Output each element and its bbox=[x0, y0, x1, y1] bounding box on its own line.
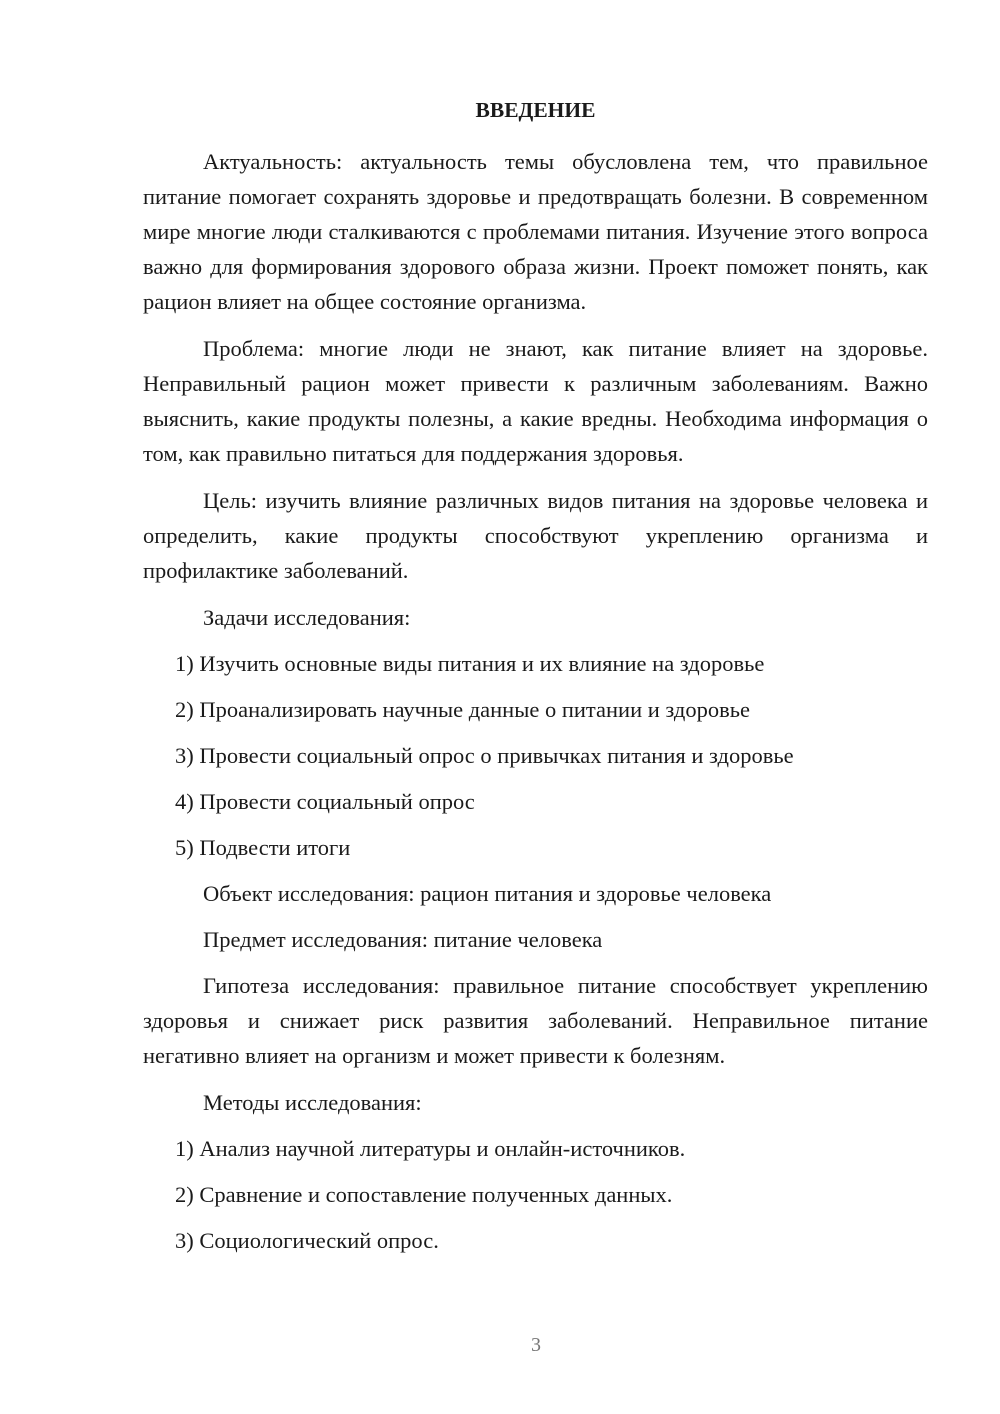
method-item: 1) Анализ научной литературы и онлайн-источников. bbox=[175, 1136, 686, 1161]
subject-line: Предмет исследования: питание человека bbox=[203, 927, 603, 952]
method-item: 2) Сравнение и сопоставление полученных данных. bbox=[175, 1182, 673, 1207]
object-line: Объект исследования: рацион питания и здоровье человека bbox=[203, 881, 772, 906]
task-item: 3) Провести социальный опрос о привычках питания и здоровье bbox=[175, 743, 794, 768]
hypothesis-paragraph: Гипотеза исследования: правильное питание способствует укреплению здоровья и снижает риск развития заболеваний. Неправильное питание негативно влияет на организм и может привести к болезням. bbox=[143, 973, 928, 1068]
methods-heading: Методы исследования: bbox=[203, 1090, 422, 1115]
tasks-heading: Задачи исследования: bbox=[203, 605, 411, 630]
goal-paragraph: Цель: изучить влияние различных видов питания на здоровье человека и определить, какие продукты способствуют укреплению организма и профилактике заболеваний. bbox=[143, 488, 928, 583]
page-number: 3 bbox=[531, 1334, 541, 1356]
task-item: 4) Провести социальный опрос bbox=[175, 789, 475, 814]
task-item: 5) Подвести итоги bbox=[175, 835, 351, 860]
problem-paragraph: Проблема: многие люди не знают, как питание влияет на здоровье. Неправильный рацион может привести к различным заболеваниям. Важно выяснить, какие продукты полезны, а какие вредны. Необходима информация о том, как правильно питаться для поддержания здоровья. bbox=[143, 336, 928, 466]
page-title: ВВЕДЕНИЕ bbox=[475, 98, 596, 122]
method-item: 3) Социологический опрос. bbox=[175, 1228, 439, 1253]
relevance-paragraph: Актуальность: актуальность темы обусловлена тем, что правильное питание помогает сохранять здоровье и предотвращать болезни. В современном мире многие люди сталкиваются с проблемами питания. Изучение этого вопроса важно для формирования здорового образа жизни. Проект поможет понять, как рацион влияет на общее состояние организма. bbox=[143, 149, 928, 314]
task-item: 2) Проанализировать научные данные о питании и здоровье bbox=[175, 697, 750, 722]
task-item: 1) Изучить основные виды питания и их влияние на здоровье bbox=[175, 651, 765, 676]
page-content bbox=[143, 93, 928, 1269]
